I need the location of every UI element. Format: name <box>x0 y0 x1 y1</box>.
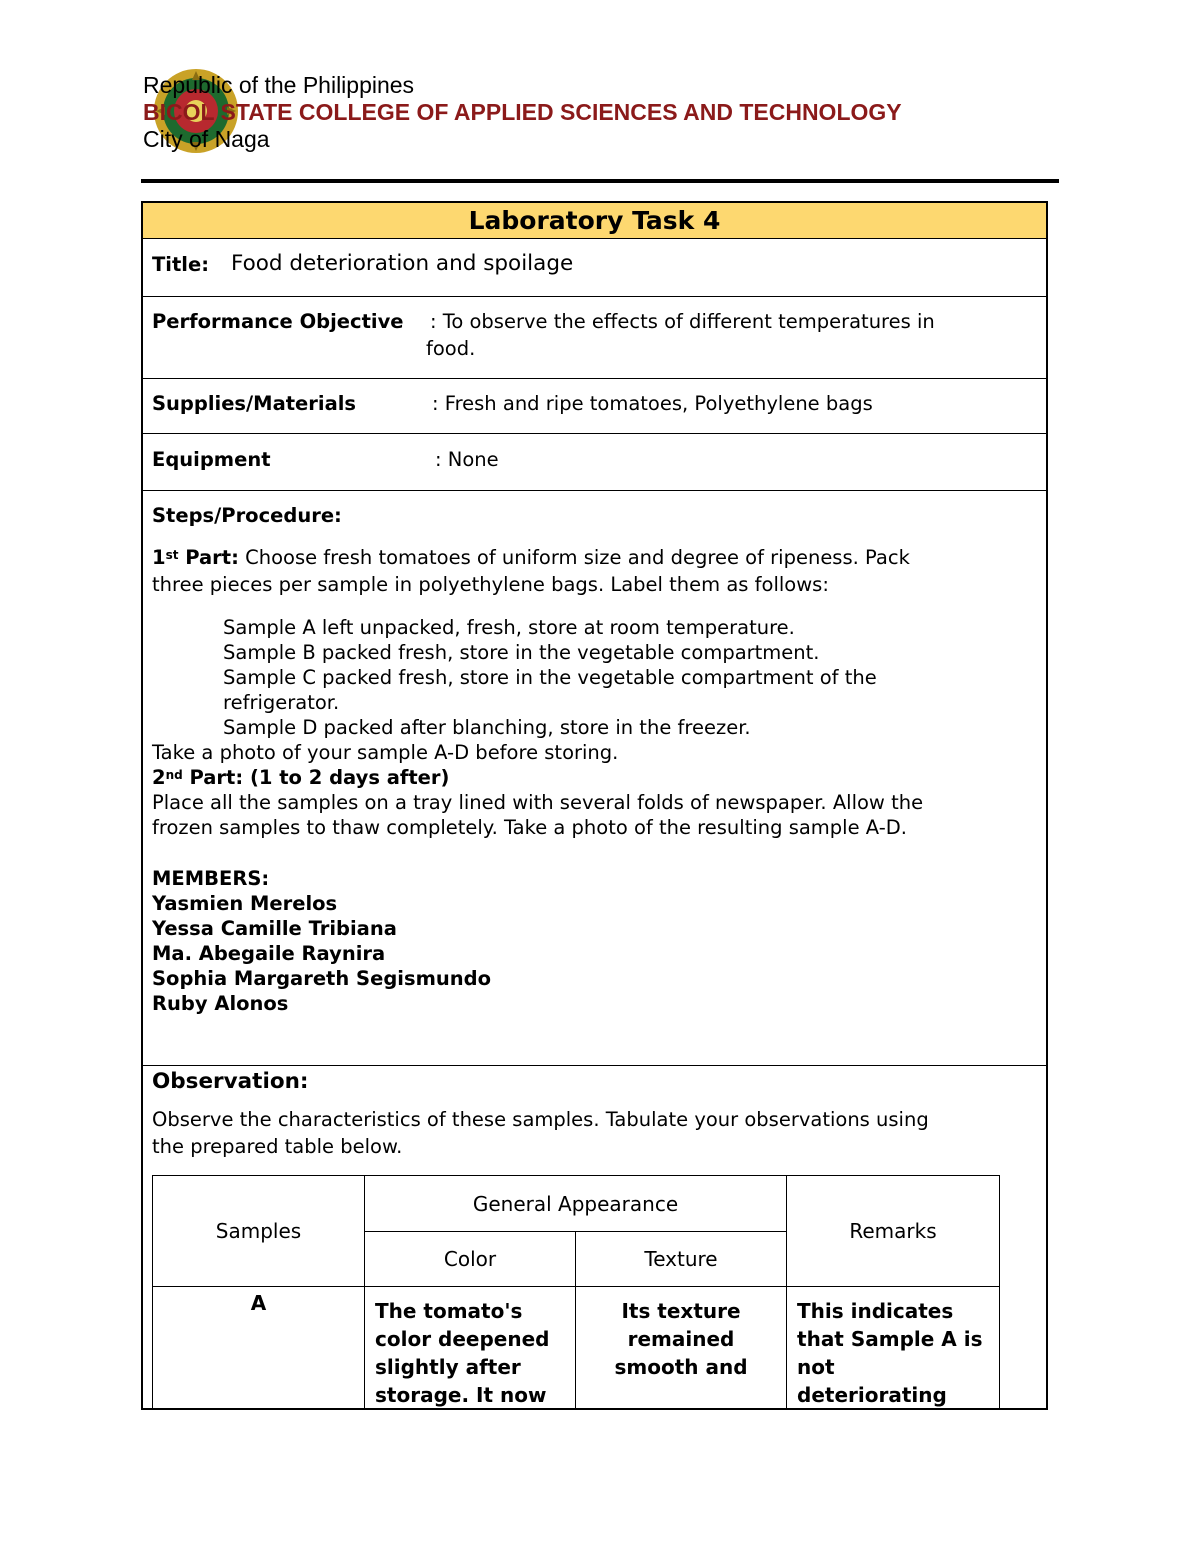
objective-value-line1: : To observe the effects of different temperatures in <box>430 310 935 333</box>
part2-heading: 2nd Part: (1 to 2 days after) <box>152 766 450 789</box>
header-divider <box>141 179 1059 183</box>
observation-label: Observation: <box>152 1069 309 1094</box>
col-remarks-header: Remarks <box>787 1176 1000 1287</box>
sample-d-instruction: Sample D packed after blanching, store in the freezer. <box>223 716 751 739</box>
member-name: Yessa Camille Tribiana <box>152 917 397 940</box>
equipment-label: Equipment <box>152 448 271 471</box>
procedure-row <box>143 491 1046 1066</box>
objective-value-line2: food. <box>426 337 476 360</box>
sample-a-instruction: Sample A left unpacked, fresh, store at room temperature. <box>223 616 795 639</box>
equipment-value: : None <box>435 448 499 471</box>
col-samples-header: Samples <box>153 1176 365 1287</box>
sample-b-instruction: Sample B packed fresh, store in the vegetable compartment. <box>223 641 820 664</box>
col-texture-header: Texture <box>576 1232 787 1287</box>
members-label: MEMBERS: <box>152 867 270 890</box>
supplies-label: Supplies/Materials <box>152 392 357 415</box>
equipment-row <box>143 434 1046 491</box>
city-line: City of Naga <box>143 126 270 152</box>
observation-line2: the prepared table below. <box>152 1135 403 1158</box>
supplies-value: : Fresh and ripe tomatoes, Polyethylene bags <box>432 392 873 415</box>
part1-line1: 1st Part: Choose fresh tomatoes of uniform size and degree of ripeness. Pack <box>152 546 910 569</box>
part1-line2: three pieces per sample in polyethylene bags. Label them as follows: <box>152 573 829 596</box>
title-row <box>143 239 1046 297</box>
objective-row <box>143 297 1046 379</box>
college-name: BICOL STATE COLLEGE OF APPLIED SCIENCES AND TECHNOLOGY <box>143 99 902 125</box>
col-general-appearance-header: General Appearance <box>365 1176 787 1232</box>
supplies-row <box>143 379 1046 434</box>
member-name: Yasmien Merelos <box>152 892 338 915</box>
part2-line2: frozen samples to thaw completely. Take a photo of the resulting sample A-D. <box>152 816 907 839</box>
sample-a-color: The tomato's color deepened slightly after storage. It now <box>365 1287 576 1409</box>
member-name: Ma. Abegaile Raynira <box>152 942 386 965</box>
photo-before-instruction: Take a photo of your sample A-D before storing. <box>152 741 619 764</box>
col-color-header: Color <box>365 1232 576 1287</box>
title-label: Title: <box>152 253 210 276</box>
task-heading: Laboratory Task 4 <box>143 203 1046 239</box>
steps-label: Steps/Procedure: <box>152 504 342 527</box>
sample-c-instruction: Sample C packed fresh, store in the vegetable compartment of the <box>223 666 877 689</box>
sample-a-texture: Its texture remained smooth and <box>576 1287 787 1409</box>
member-name: Ruby Alonos <box>152 992 289 1015</box>
lab-task-form <box>141 201 1048 1410</box>
republic-line: Republic of the Philippines <box>143 72 415 98</box>
table-row <box>153 1287 1000 1409</box>
observation-row <box>143 1066 1046 1408</box>
observation-line1: Observe the characteristics of these samples. Tabulate your observations using <box>152 1108 929 1131</box>
sample-a-remarks: This indicates that Sample A is not deteriorating <box>787 1287 1000 1409</box>
sample-c-instruction-cont: refrigerator. <box>223 691 340 714</box>
sample-a-cell: A <box>153 1287 365 1409</box>
title-value: Food deterioration and spoilage <box>231 251 574 276</box>
observation-table <box>152 1175 1000 1408</box>
member-name: Sophia Margareth Segismundo <box>152 967 492 990</box>
part2-line1: Place all the samples on a tray lined with several folds of newspaper. Allow the <box>152 791 924 814</box>
objective-label: Performance Objective <box>152 310 404 333</box>
